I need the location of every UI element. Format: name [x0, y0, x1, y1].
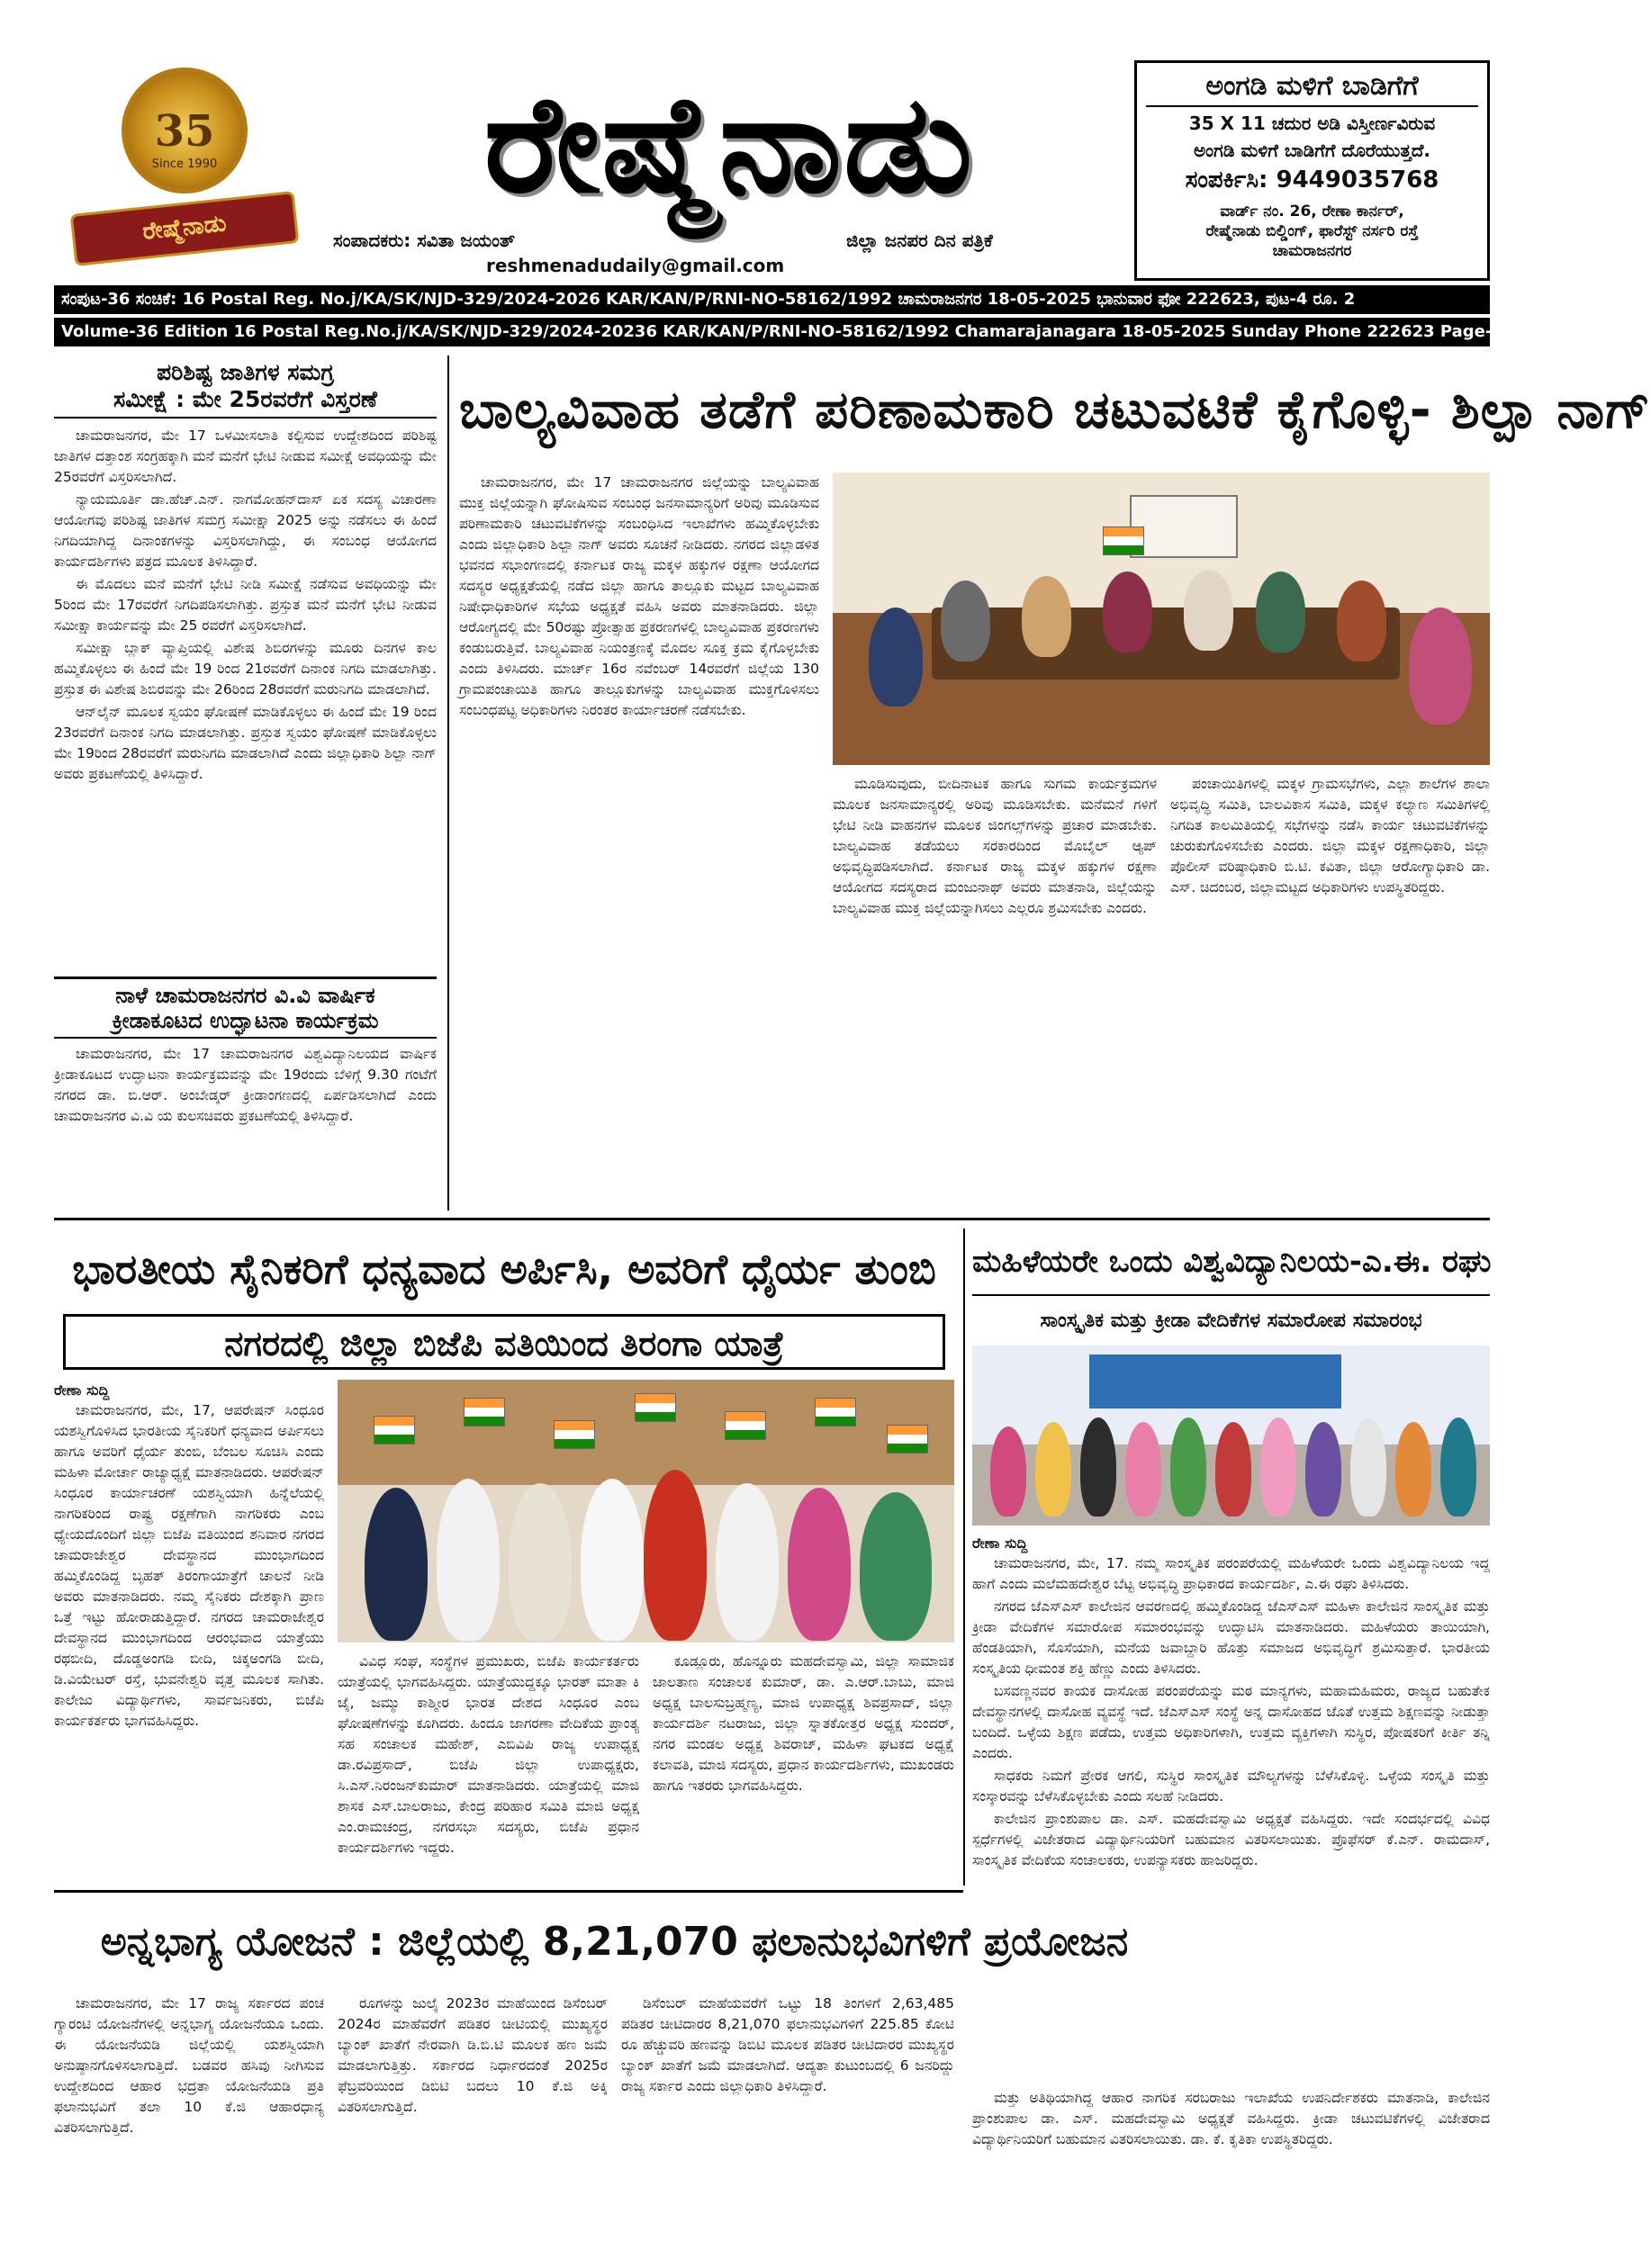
sports-meet-para-1: ಚಾಮರಾಜನಗರ, ಮೇ 17 ಚಾಮರಾಜನಗರ ವಿಶ್ವವಿದ್ಯಾನಿಲಯದ ವಾರ್ಷಿಕ ಕ್ರೀಡಾಕೂಟದ ಉದ್ಘಾಟನಾ ಕಾರ್ಯಕ್ರಮವನ್ನು ಮೇ 19ರಂದು ಬೆಳಿಗ್ಗೆ 9.30 ಗಂಟೆಗೆ ನಗರದ ಡಾ. ಬಿ.ಆರ್. ಅಂಬೇಡ್ಕರ್ ಕ್ರೀಡಾಂಗಣದಲ್ಲಿ ಏರ್ಪಡಿಸಲಾಗಿದೆ ಎಂದು ಚಾಮರಾಜನಗರ ವಿ.ವಿ ಯ ಕುಲಸಚಿವರು ಪ್ರಕಟಣೆಯಲ್ಲಿ ತಿಳಿಸಿದ್ದಾರೆ. [54, 1046, 437, 1124]
caste-survey-para-1: ಚಾಮರಾಜನಗರ, ಮೇ 17 ಒಳಮೀಸಲಾತಿ ಕಲ್ಪಿಸುವ ಉದ್ದೇಶದಿಂದ ಪರಿಶಿಷ್ಟ ಜಾತಿಗಳ ದತ್ತಾಂಶ ಸಂಗ್ರಹಕ್ಕಾಗಿ ಮನೆ ಮನೆಗೆ ಭೇಟಿ ನೀಡುವ ಸಮೀಕ್ಷೆ ಅವಧಿಯನ್ನು ಮೇ 25ರವರೆಗೆ ವಿಸ್ತರಿಸಲಾಗಿದೆ. [54, 428, 437, 485]
annabhagya-col-1-text: ಚಾಮರಾಜನಗರ, ಮೇ 17 ರಾಜ್ಯ ಸರ್ಕಾರದ ಪಂಚ ಗ್ಯಾರಂಟಿ ಯೋಜನೆಗಳಲ್ಲಿ ಅನ್ನಭಾಗ್ಯ ಯೋಜನೆಯೂ ಒಂದು. ಈ ಯೋಜನೆಯಡಿ ಜಿಲ್ಲೆಯಲ್ಲಿ ಯಶಸ್ವಿಯಾಗಿ ಅನುಷ್ಠಾನಗೊಳಿಸಲಾಗುತ್ತಿದೆ. ಬಡವರ ಹಸಿವು ನೀಗಿಸುವ ಉದ್ದೇಶದಿಂದ ಆಹಾರ ಭದ್ರತಾ ಯೋಜನೆಯಡಿ ಪ್ರತಿ ಫಲಾನುಭವಿಗೆ ತಲಾ 10 ಕೆ.ಜಿ ಆಹಾರಧಾನ್ಯ ವಿತರಿಸಲಾಗುತ್ತಿದೆ. [54, 1995, 324, 2136]
column-divider-right [963, 1228, 965, 1886]
shop-rent-ad [1134, 60, 1490, 281]
anniversary-logo [54, 50, 315, 279]
tiranga-story-headline: ಭಾರತೀಯ ಸೈನಿಕರಿಗೆ ಧನ್ಯವಾದ ಅರ್ಪಿಸಿ, ಅವರಿಗೆ ಧೈರ್ಯ ತುಂಬಿ [72, 1245, 936, 1293]
university-para-3: ಬಸವಣ್ಣನವರ ಕಾಯಕ ದಾಸೋಹ ಪರಂಪರೆಯನ್ನು ಮಠ ಮಾನ್ಯಗಳು, ಮಹಾಮಹಿಮರು, ರಾಜ್ಯದ ಬಹುತೇಕ ದೇವಸ್ಥಾನಗಳಲ್ಲಿ ದಾಸೋಹ ವ್ಯವಸ್ಥೆ ಇದೆ. ಜೆಎಸ್‌ಎಸ್ ಸಂಸ್ಥೆ ಅನ್ನ ದಾಸೋಹದ ಜೊತೆ ಉತ್ತಮ ಶಿಕ್ಷಣವನ್ನು ನೀಡುತ್ತಾ ಬಂದಿದೆ. ಒಳ್ಳೆಯ ಶಿಕ್ಷಣ ಪಡೆದು, ಉತ್ತಮ ಅಧಿಕಾರಿಗಳಾಗಿ, ಉತ್ತಮ ವ್ಯಕ್ತಿಗಳಾಗಿ ಸುಸ್ಥಿರ, ಪೋಷಕರಿಗೆ ಕೀರ್ತಿ ತನ್ನಿ ಎಂದರು. [972, 1683, 1490, 1761]
annabhagya-col-1 [54, 1994, 324, 2236]
tiranga-story-col-3-text: ಕೂಡ್ಲೂರು, ಹೊನ್ನೂರು ಮಹದೇವಸ್ವಾಮಿ, ಜಿಲ್ಲಾ ಸಾಮಾಜಿಕ ಜಾಲತಾಣ ಸಂಚಾಲಕ ಕುಮಾರ್, ಡಾ. ಎ.ಆರ್.ಬಾಬು, ಮಾಜಿ ಅಧ್ಯಕ್ಷ ಬಾಲಸುಬ್ರಹ್ಮಣ್ಯ, ಮಾಜಿ ಉಪಾಧ್ಯಕ್ಷ ಶಿವಪ್ರಸಾದ್, ಜಿಲ್ಲಾ ಕಾರ್ಯದರ್ಶಿ ನಟರಾಜು, ಜಿಲ್ಲಾ ಸ್ನಾತಕೋತ್ತರ ಅಧ್ಯಕ್ಷ ಸುಂದರ್, ನಗರ ಮಂಡಲ ಅಧ್ಯಕ್ಷ ಶಿವರಾಜ್, ಮಹಿಳಾ ಘಟಕದ ಅಧ್ಯಕ್ಷೆ ಕಲಾವತಿ, ಮಾಜಿ ಸದಸ್ಯರು, ಪ್ರಧಾನ ಕಾರ್ಯದರ್ಶಿಗಳು, ಮುಖಂಡರು ಹಾಗೂ ಇತರರು ಭಾಗವಹಿಸಿದ್ದರು. [653, 1653, 954, 1794]
college-event-photo [972, 1346, 1490, 1526]
caste-survey-para-4: ಸಮೀಕ್ಷಾ ಬ್ಲಾಕ್ ವ್ಯಾಪ್ತಿಯಲ್ಲಿ ವಿಶೇಷ ಶಿಬಿರಗಳನ್ನು ಮೂರು ದಿನಗಳ ಕಾಲ ಹಮ್ಮಿಕೊಳ್ಳಲು ಈ ಹಿಂದೆ ಮೇ 19 ರಿಂದ 21ರವರೆಗೆ ದಿನಾಂಕ ನಿಗದಿ ಮಾಡಲಾಗಿತ್ತು. ಪ್ರಸ್ತುತ ಈ ವಿಶೇಷ ಶಿಬಿರವನ್ನು ಮೇ 26ರಿಂದ 28ರವರೆಗೆ ಮರುನಿಗದಿ ಮಾಡಲಾಗಿದೆ. [54, 640, 437, 698]
lead-story-col-2-text: ಮೂಡಿಸುವುದು, ಬೀದಿನಾಟಕ ಹಾಗೂ ಸುಗಮ ಕಾರ್ಯಕ್ರಮಗಳ ಮೂಲಕ ಜನಸಾಮಾನ್ಯರಲ್ಲಿ ಅರಿವು ಮೂಡಿಸಬೇಕು. ಮನೆಮನೆ ಗಳಿಗೆ ಭೇಟಿ ನೀಡಿ ವಾಹನಗಳ ಮೂಲಕ ಜಿಂಗಲ್ಸ್‌ಗಳನ್ನು ಪ್ರಚಾರ ಮಾಡಬೇಕು. ಬಾಲ್ಯವಿವಾಹ ತಡೆಯಲು ಸರಕಾರದಿಂದ ಮೊಬೈಲ್ ಆ್ಯಪ್ ಅಭಿವೃದ್ಧಿಪಡಿಸಲಾಗಿದೆ. ಕರ್ನಾಟಕ ರಾಜ್ಯ ಮಕ್ಕಳ ಹಕ್ಕುಗಳ ರಕ್ಷಣಾ ಆಯೋಗದ ಸದಸ್ಯರಾದ ಮಂಜುನಾಥ್ ಅವರು ಮಾತನಾಡಿ, ಜಿಲ್ಲೆಯನ್ನು ಬಾಲ್ಯವಿವಾಹ ಮುಕ್ತ ಜಿಲ್ಲೆಯನ್ನಾಗಿಸಲು ಎಲ್ಲರೂ ಶ್ರಮಿಸಬೇಕು ಎಂದರು. [833, 776, 1157, 916]
ad-line-available: ಅಂಗಡಿ ಮಳಿಗೆ ಬಾಡಿಗೆಗೆ ದೊರೆಯುತ್ತದೆ. [1193, 140, 1431, 161]
caste-survey-para-5: ಆನ್‌ಲೈನ್ ಮೂಲಕ ಸ್ವಯಂ ಘೋಷಣೆ ಮಾಡಿಕೊಳ್ಳಲು ಈ ಹಿಂದೆ ಮೇ 19 ರಿಂದ 23ರವರೆಗೆ ದಿನಾಂಕ ನಿಗದಿ ಮಾಡಲಾಗಿತ್ತು. ಪ್ರಸ್ತುತ ಸ್ವಯಂ ಘೋಷಣೆ ಮಾಡಿಕೊಳ್ಳಲು ಮೇ 19ರಿಂದ 28ರವರೆಗೆ ಮರುನಿಗದಿ ಮಾಡಲಾಗಿದೆ ಎಂದು ಜಿಲ್ಲಾಧಿಕಾರಿ ಶಿಲ್ಪಾ ನಾಗ್ ಅವರು ಪ್ರಕಟಣೆಯಲ್ಲಿ ತಿಳಿಸಿದ್ದಾರೆ. [54, 704, 437, 782]
caste-survey-headline-1: ಪರಿಶಿಷ್ಟ ಜಾತಿಗಳ ಸಮಗ್ರ [157, 359, 334, 385]
tiranga-story-subhead: ನಗರದಲ್ಲಿ ಜಿಲ್ಲಾ ಬಿಜೆಪಿ ವತಿಯಿಂದ ತಿರಂಗಾ ಯಾತ್ರೆ [63, 1314, 945, 1370]
masthead [54, 50, 1490, 279]
email-address: reshmenadudaily@gmail.com [486, 255, 785, 276]
annabhagya-col-4-text: ಮತ್ತು ಅತಿಥಿಯಾಗಿದ್ದ ಆಹಾರ ನಾಗರಿಕ ಸರಬರಾಜು ಇಲಾಖೆಯ ಉಪನಿರ್ದೇಶಕರು ಮಾತನಾಡಿ, ಕಾಲೇಜಿನ ಪ್ರಾಂಶುಪಾಲ ಡಾ. ಎಸ್. ಮಹದೇವಸ್ವಾಮಿ ಅಧ್ಯಕ್ಷತೆ ವಹಿಸಿದ್ದರು. ಕ್ರೀಡಾ ಚಟುವಟಿಕೆಗಳಲ್ಲಿ ವಿಜೇತರಾದ ವಿದ್ಯಾರ್ಥಿನಿಯರಿಗೆ ಬಹುಮಾನ ವಿತರಿಸಲಾಯಿತು. ಡಾ. ಕೆ. ಕೃತಿಕಾ ಉಪಸ್ಥಿತರಿದ್ದರು. [972, 2090, 1490, 2147]
section-divider-2 [54, 1890, 963, 1893]
sports-meet-headline-2: ಕ್ರೀಡಾಕೂಟದ ಉದ್ಘಾಟನಾ ಕಾರ್ಯಕ್ರಮ [112, 1008, 379, 1033]
meeting-photo [833, 472, 1490, 765]
tagline: ಜಿಲ್ಲಾ ಜನಪರ ದಿನ ಪತ್ರಿಕೆ [846, 230, 993, 251]
annabhagya-col-2 [338, 1994, 608, 2236]
university-para-5: ಕಾಲೇಜಿನ ಪ್ರಾಂಶುಪಾಲ ಡಾ. ಎಸ್. ಮಹದೇವಸ್ವಾಮಿ ಅಧ್ಯಕ್ಷತೆ ವಹಿಸಿದ್ದರು. ಇದೇ ಸಂದರ್ಭದಲ್ಲಿ ವಿವಿಧ ಸ್ಪರ್ಧೆಗಳಲ್ಲಿ ವಿಜೇತರಾದ ವಿದ್ಯಾರ್ಥಿನಿಯರಿಗೆ ಬಹುಮಾನ ವಿತರಿಸಲಾಯಿತು. ಪ್ರೊಫೆಸರ್ ಕೆ.ಎನ್. ರಾಮದಾಸ್, ಸಾಂಸ್ಕೃತಿಕ ವೇದಿಕೆಯ ಸಂಚಾಲಕರು, ಉಪನ್ಯಾಸಕರು ಹಾಜರಿದ್ದರು. [972, 1811, 1490, 1868]
annabhagya-col-4 [972, 2088, 1490, 2236]
university-story-subhead: ಸಾಂಸ್ಕೃತಿಕ ಮತ್ತು ಕ್ರೀಡಾ ವೇದಿಕೆಗಳ ಸಮಾರೋಪ ಸಮಾರಂಭ [1040, 1310, 1422, 1332]
ad-address-1: ವಾರ್ಡ್ ನಂ. 26, ರೇಣಾ ಕಾರ್ನರ್, [1220, 202, 1404, 220]
ad-phone: ಸಂಪರ್ಕಿಸಿ: 9449035768 [1185, 166, 1439, 194]
caste-survey-para-2: ನ್ಯಾಯಮೂರ್ತಿ ಡಾ.ಹೆಚ್.ಎನ್. ನಾಗಮೋಹನ್‌ದಾಸ್ ಏಕ ಸದಸ್ಯ ವಿಚಾರಣಾ ಆಯೋಗವು ಪರಿಶಿಷ್ಟ ಜಾತಿಗಳ ಸಮಗ್ರ ಸಮೀಕ್ಷಾ 2025 ಅನ್ನು ನಡೆಸಲು ಈ ಹಿಂದೆ ನಿಗದಿಯಾಗಿದ್ದ ದಿನಾಂಕಗಳನ್ನು ವಿಸ್ತರಿಸಲಾಗಿದ್ದು, ಈ ಸಂಬಂಧ ಆಯೋಗದ ಕಾರ್ಯದರ್ಶಿಗಳು ಪತ್ರದ ಮೂಲಕ ತಿಳಿಸಿದ್ದಾರೆ. [54, 491, 437, 570]
logo-ribbon-text: ರೇಷ್ಮೆನಾಡು [141, 210, 228, 246]
ad-address-3: ಚಾಮರಾಜನಗರ [1272, 242, 1352, 260]
caste-survey-headline-2: ಸಮೀಕ್ಷೆ : ಮೇ 25ರವರೆಗೆ ವಿಸ್ತರಣೆ [113, 386, 378, 412]
university-para-1: ಚಾಮರಾಜನಗರ, ಮೇ, 17. ನಮ್ಮ ಸಾಂಸ್ಕೃತಿಕ ಪರಂಪರೆಯಲ್ಲಿ ಮಹಿಳೆಯರೇ ಒಂದು ವಿಶ್ವವಿದ್ಯಾನಿಲಯ ಇದ್ದ ಹಾಗೆ ಎಂದು ಮಲೆಮಹದೇಶ್ವರ ಬೆಟ್ಟ ಅಭಿವೃದ್ಧಿ ಪ್ರಾಧಿಕಾರದ ಕಾರ್ಯದರ್ಶಿ, ಎ.ಈ ರಘು ತಿಳಿಸಿದರು. [972, 1555, 1490, 1592]
caste-survey-para-3: ಈ ಮೊದಲು ಮನೆ ಮನೆಗೆ ಭೇಟಿ ನೀಡಿ ಸಮೀಕ್ಷೆ ನಡೆಸುವ ಅವಧಿಯನ್ನು ಮೇ 5ರಿಂದ ಮೇ 17ರವರೆಗೆ ನಿಗದಿಪಡಿಸಲಾಗಿತ್ತು. ಪ್ರಸ್ತುತ ಮನೆ ಮನೆಗೆ ಭೇಟಿ ನೀಡುವ ಸಮೀಕ್ಷಾ ಕಾರ್ಯವನ್ನು ಮೇ 25 ರವರೆಗೆ ವಿಸ್ತರಿಸಲಾಗಿದೆ. [54, 576, 437, 634]
ad-address-2: ರೇಷ್ಮೆನಾಡು ಬಿಲ್ಡಿಂಗ್, ಫಾರೆಸ್ಟ್ ನರ್ಸರಿ ರಸ್ತೆ [1205, 222, 1419, 240]
ad-line-size: 35 X 11 ಚದುರ ಅಡಿ ವಿಸ್ತೀರ್ಣವಿರುವ [1188, 112, 1436, 134]
lead-story-col-2 [833, 774, 1157, 1210]
tiranga-story-col-1-text: ಚಾಮರಾಜನಗರ, ಮೇ, 17, ಆಪರೇಷನ್ ಸಿಂಧೂರ ಯಶಸ್ವಿಗೊಳಿಸಿದ ಭಾರತೀಯ ಸೈನಿಕರಿಗೆ ಧನ್ಯವಾದ ಅರ್ಪಿಸಲು ಹಾಗೂ ಅವರಿಗೆ ಧೈರ್ಯ ತುಂಬಿ, ಬೆಂಬಲ ಸೂಚಿಸಿ ಎಂದು ಮಹಿಳಾ ಮೋರ್ಚಾ ರಾಜ್ಯಾಧ್ಯಕ್ಷೆ ಮಾತನಾಡಿದರು. ಆಪರೇಷನ್ ಸಿಂಧೂರ ಕಾರ್ಯಾಚರಣೆ ಯಶಸ್ವಿಯಾಗಿ ಹಿನ್ನೆಲೆಯಲ್ಲಿ ನಾಗರಿಕರಿಂದ ರಾಷ್ಟ್ರ ರಕ್ಷಣೆಗಾಗಿ ನಾಗರಿಕರು ಎಂಬ ಧ್ಯೇಯದೊಂದಿಗೆ ಜಿಲ್ಲಾ ಬಿಜೆಪಿ ವತಿಯಿಂದ ಶನಿವಾರ ನಗರದ ಚಾಮರಾಜೇಶ್ವರ ದೇವಸ್ಥಾನದ ಮುಂಭಾಗದಿಂದ ಹಮ್ಮಿಕೊಂಡಿದ್ದ ಬೃಹತ್ ತಿರಂಗಾಯಾತ್ರೆಗೆ ಚಾಲನೆ ನೀಡಿ ಅವರು ಮಾತನಾಡಿದರು. ನಮ್ಮ ಸೈನಿಕರು ದೇಶಕ್ಕಾಗಿ ಪ್ರಾಣ ಒತ್ತೆ ಇಟ್ಟು ಹೋರಾಡುತ್ತಿದ್ದಾರೆ. ನಗರದ ಚಾಮರಾಜೇಶ್ವರ ದೇವಸ್ಥಾನದ ಮುಂಭಾಗದಿಂದ ಆರಂಭವಾದ ಯಾತ್ರೆಯು ರಥಬೀದಿ, ದೊಡ್ಡಅಂಗಡಿ ಬೀದಿ, ಚಿಕ್ಕಅಂಗಡಿ ಬೀದಿ, ಡಿ.ವಿಯೇಟರ್ ರಸ್ತೆ, ಭುವನೇಶ್ವರಿ ವೃತ್ತ ಮೂಲಕ ಸಾಗಿತು. ಕಾಲೇಜು ವಿದ್ಯಾರ್ಥಿಗಳು, ಸಾರ್ವಜನಿಕರು, ಬಿಜೆಪಿ ಕಾರ್ಯಕರ್ತರು ಭಾಗವಹಿಸಿದ್ದರು. [54, 1402, 324, 1729]
lead-story-col-3 [1170, 774, 1490, 1210]
column-divider-left [447, 356, 449, 1210]
annabhagya-headline: ಅನ್ನಭಾಗ್ಯ ಯೋಜನೆ : ಜಿಲ್ಲೆಯಲ್ಲಿ 8,21,070 ಫಲಾನುಭವಿಗಳಿಗೆ ಪ್ರಯೋಜನ [100, 1919, 1129, 1965]
lead-story-col-1 [459, 472, 819, 1210]
logo-year: Since 1990 [151, 158, 218, 171]
sports-meet-story [54, 976, 437, 1206]
tiranga-byline: ರೇಣಾ ಸುದ್ದಿ [54, 1382, 110, 1399]
lead-story-headline: ಬಾಲ್ಯವಿವಾಹ ತಡೆಗೆ ಪರಿಣಾಮಕಾರಿ ಚಟುವಟಿಕೆ ಕೈಗೊಳ್ಳಿ- ಶಿಲ್ಪಾ ನಾಗ್ [459, 379, 1651, 440]
info-bar-english: Volume-36 Edition 16 Postal Reg.No.j/KA/SK/NJD-329/2024-20236 KAR/KAN/P/RNI-NO-58162/1992 Chamarajanagara 18-05-2025 Sunday Phone 222623 Page-4 Rs.2 [54, 318, 1490, 346]
editor-line: ಸಂಪಾದಕರು: ಸವಿತಾ ಜಯಂತ್ [333, 230, 516, 251]
logo-number: 35 [154, 106, 215, 157]
annabhagya-col-2-text: ರೂಗಳನ್ನು ಜುಲೈ 2023ರ ಮಾಹೆಯಿಂದ ಡಿಸೆಂಬರ್ 2024ರ ಮಾಹೆವರೆಗೆ ಪಡಿತರ ಚೀಟಿಯಲ್ಲಿ ಮುಖ್ಯಸ್ಥರ ಬ್ಯಾಂಕ್ ಖಾತೆಗೆ ನೇರವಾಗಿ ಡಿ.ಬಿ.ಟಿ ಮೂಲಕ ಹಣ ಜಮೆ ಮಾಡಲಾಗುತ್ತಿತ್ತು. ಸರ್ಕಾರದ ನಿರ್ಧಾರದಂತೆ 2025ರ ಫೆಬ್ರವರಿಯಿಂದ ಡಿಬಿಟಿ ಬದಲು 10 ಕೆ.ಜಿ ಅಕ್ಕಿ ವಿತರಿಸಲಾಗುತ್ತಿದೆ. [338, 1995, 608, 2115]
tiranga-story-col-3 [653, 1652, 954, 1884]
newspaper-page [54, 50, 1651, 2236]
annabhagya-col-3-text: ಡಿಸೆಂಬರ್ ಮಾಹೆಯವರೆಗೆ ಒಟ್ಟು 18 ತಿಂಗಳಿಗೆ 2,63,485 ಪಡಿತರ ಚೀಟಿದಾರರ 8,21,070 ಫಲಾನುಭವಿಗಳಿಗೆ 225.85 ಕೋಟಿ ರೂ ಹೆಚ್ಚುವರಿ ಹಣವನ್ನು ಡಿಬಿಟಿ ಮೂಲಕ ಪಡಿತರ ಚೀಟಿದಾರರ ಮುಖ್ಯಸ್ಥರ ಬ್ಯಾಂಕ್ ಖಾತೆಗೆ ಜಮೆ ಮಾಡಲಾಗಿದೆ. ಆದ್ಯತಾ ಕುಟುಂಬದಲ್ಲಿ 6 ಜನರಿದ್ದು ರಾಜ್ಯ ಸರ್ಕಾರ ಎಂದು ಜಿಲ್ಲಾಧಿಕಾರಿ ತಿಳಿಸಿದ್ದಾರೆ. [621, 1995, 954, 2094]
tiranga-story-col-2 [338, 1652, 639, 1884]
university-para-4: ಸಾಧಕರು ನಿಮಗೆ ಪ್ರೇರಕ ಆಗಲಿ, ಸುಸ್ಥಿರ ಸಾಂಸ್ಕೃತಿಕ ಮೌಲ್ಯಗಳನ್ನು ಬೆಳೆಸಿಕೊಳ್ಳಿ. ಒಳ್ಳೆಯ ಸಂಸ್ಕೃತಿ ಮತ್ತು ಸಂಸ್ಕಾರವನ್ನು ಬೆಳೆಸಿಕೊಳ್ಳಬೇಕು ಎಂದು ಸಲಹೆ ನೀಡಿದರು. [972, 1768, 1490, 1804]
section-divider-1 [54, 1218, 1490, 1220]
info-bar-kannada: ಸಂಪುಟ-36 ಸಂಚಿಕೆ: 16 Postal Reg. No.j/KA/SK/NJD-329/2024-2026 KAR/KAN/P/RNI-NO-58162/1992 ಚಾಮರಾಜನಗರ 18-05-2025 ಭಾನುವಾರ ಫೋ 222623, ಪುಟ-4 ರೂ. 2 [54, 285, 1490, 314]
tiranga-yatra-photo [338, 1380, 954, 1642]
tiranga-story-col-2-text: ವಿವಿಧ ಸಂಘ, ಸಂಸ್ಥೆಗಳ ಪ್ರಮುಖರು, ಬಿಜೆಪಿ ಕಾರ್ಯಕರ್ತರು ಯಾತ್ರೆಯಲ್ಲಿ ಭಾಗವಹಿಸಿದ್ದರು. ಯಾತ್ರೆಯುದ್ದಕ್ಕೂ ಭಾರತ್ ಮಾತಾ ಕಿ ಜೈ, ಜಮ್ಮು ಕಾಶ್ಮೀರ ಭಾರತ ದೇಶದ ಸಿಂಧೂರ ಎಂಬ ಘೋಷಣೆಗಳನ್ನು ಕೂಗಿದರು. ಹಿಂದೂ ಜಾಗರಣಾ ವೇದಿಕೆಯ ಪ್ರಾಂತ್ಯ ಸಹ ಸಂಚಾಲಕ ಮಹೇಶ್, ಎಬಿವಿಪಿ ರಾಜ್ಯ ಉಪಾಧ್ಯಕ್ಷ ಡಾ.ರವಿಪ್ರಸಾದ್, ಬಿಜೆಪಿ ಜಿಲ್ಲಾ ಉಪಾಧ್ಯಕ್ಷರು, ಸಿ.ಎಸ್.ನಿರಂಜನ್‌ಕುಮಾರ್ ಮಾತನಾಡಿದರು. ಯಾತ್ರೆಯಲ್ಲಿ ಮಾಜಿ ಶಾಸಕ ಎಸ್.ಬಾಲರಾಜು, ಕೇಂದ್ರ ಪರಿಹಾರ ಸಮಿತಿ ಮಾಜಿ ಅಧ್ಯಕ್ಷ ಎಂ.ರಾಮಚಂದ್ರ, ನಗರಸಭಾ ಸದಸ್ಯರು, ಬಿಜೆಪಿ ಪ್ರಧಾನ ಕಾರ್ಯದರ್ಶಿಗಳು ಇದ್ದರು. [338, 1653, 639, 1856]
university-byline: ರೇಣಾ ಸುದ್ದಿ [972, 1534, 1028, 1552]
annabhagya-col-3 [621, 1994, 954, 2236]
university-para-2: ನಗರದ ಜೆಎಸ್‌ಎಸ್ ಕಾಲೇಜಿನ ಆವರಣದಲ್ಲಿ ಹಮ್ಮಿಕೊಂಡಿದ್ದ ಜೆಎಸ್‌ಎಸ್ ಮಹಿಳಾ ಕಾಲೇಜಿನ ಸಾಂಸ್ಕೃತಿಕ ಮತ್ತು ಕ್ರೀಡಾ ವೇದಿಕೆಗಳ ಸಮಾರೋಪ ಸಮಾರಂಭವನ್ನು ಉದ್ಘಾಟಿಸಿ ಮಾತನಾಡಿದರು. ಮಹಿಳೆಯರು ತಾಯಿಯಾಗಿ, ಹೆಂಡತಿಯಾಗಿ, ಸೊಸೆಯಾಗಿ, ಮನೆಯ ಜವಾಬ್ದಾರಿ ಹೊತ್ತು ಸಮಾಜದ ಅಭಿವೃದ್ಧಿಗೆ ಶ್ರಮಿಸುತ್ತಾರೆ. ಭಾರತೀಯ ಸಂಸ್ಕೃತಿಯ ಧೀಮಂತ ಶಕ್ತಿ ಹೆಣ್ಣು ಎಂದು ತಿಳಿಸಿದರು. [972, 1598, 1490, 1677]
lead-story-col-1-text: ಚಾಮರಾಜನಗರ, ಮೇ 17 ಚಾಮರಾಜನಗರ ಜಿಲ್ಲೆಯನ್ನು ಬಾಲ್ಯವಿವಾಹ ಮುಕ್ತ ಜಿಲ್ಲೆಯನ್ನಾಗಿ ಘೋಷಿಸುವ ಸಂಬಂಧ ಜನಸಾಮಾನ್ಯರಿಗೆ ಅರಿವು ಮೂಡಿಸುವ ಪರಿಣಾಮಕಾರಿ ಚಟುವಟಿಕೆಗಳನ್ನು ಸಂಬಂಧಿಸಿದ ಇಲಾಖೆಗಳು ಹಮ್ಮಿಕೊಳ್ಳಬೇಕು ಎಂದು ಜಿಲ್ಲಾಧಿಕಾರಿ ಶಿಲ್ಪಾ ನಾಗ್ ಅವರು ಸೂಚನೆ ನೀಡಿದರು. ನಗರದ ಜಿಲ್ಲಾಡಳಿತ ಭವನದ ಸಭಾಂಗಣದಲ್ಲಿ ಕರ್ನಾಟಕ ರಾಜ್ಯ ಮಕ್ಕಳ ಹಕ್ಕುಗಳ ರಕ್ಷಣಾ ಆಯೋಗದ ಸದಸ್ಯರ ಅಧ್ಯಕ್ಷತೆಯಲ್ಲಿ ನಡೆದ ಜಿಲ್ಲಾ ಹಾಗೂ ತಾಲ್ಲೂಕು ಮಟ್ಟದ ಬಾಲ್ಯವಿವಾಹ ನಿಷೇಧಾಧಿಕಾರಿಗಳ ಸಭೆಯ ಅಧ್ಯಕ್ಷತೆ ವಹಿಸಿ ಅವರು ಮಾತನಾಡಿದರು. ಜಿಲ್ಲಾ ಆರೋಗ್ಯದಲ್ಲಿ ಮೇ 50ರಷ್ಟು ಪ್ರೋತ್ಸಾಹ ಪ್ರಕರಣಗಳಲ್ಲಿ ಬಾಲ್ಯವಿವಾಹ ಪ್ರಕರಣಗಳು ಕಂಡುಬರುತ್ತಿವೆ. ಬಾಲ್ಯವಿವಾಹ ನಿಯಂತ್ರಣಕ್ಕೆ ಮೊದಲ ಸೂಕ್ತ ಕ್ರಮ ಕೈಗೊಳ್ಳಬೇಕು ಎಂದು ತಿಳಿಸಿದರು. ಮಾರ್ಚ್ 16ರ ನವೆಂಬರ್ 14ರವರೆಗೆ ಜಿಲ್ಲೆಯ 130 ಗ್ರಾಮಪಂಚಾಯಿತಿ ಹಾಗೂ ತಾಲ್ಲೂಕುಗಳನ್ನು ಬಾಲ್ಯವಿವಾಹ ಮುಕ್ತಗೊಳಿಸಲು ಸಂಬಂಧಪಟ್ಟ ಅಧಿಕಾರಿಗಳು ನಿರಂತರ ಕಾರ್ಯಾಚರಣೆ ನಡೆಸಬೇಕು. [459, 474, 819, 718]
university-story-headline: ಮಹಿಳೆಯರೇ ಒಂದು ವಿಶ್ವವಿದ್ಯಾನಿಲಯ-ಎ.ಈ. ರಘು [972, 1228, 1490, 1296]
university-story-body [972, 1533, 1490, 2082]
ad-title: ಅಂಗಡಿ ಮಳಿಗೆ ಬಾಡಿಗೆಗೆ [1146, 70, 1478, 107]
sports-meet-headline-1: ನಾಳೆ ಚಾಮರಾಜನಗರ ವಿ.ವಿ ವಾರ್ಷಿಕ [115, 983, 375, 1008]
tiranga-story-col-1 [54, 1380, 324, 1884]
caste-survey-story [54, 356, 437, 963]
newspaper-title: ರೇಷ್ಮೆನಾಡು [483, 65, 975, 223]
lead-story-col-3-text: ಪಂಚಾಯಿತಿಗಳಲ್ಲಿ ಮಕ್ಕಳ ಗ್ರಾಮಸಭೆಗಳು, ಎಲ್ಲಾ ಶಾಲೆಗಳ ಶಾಲಾ ಅಭಿವೃದ್ಧಿ ಸಮಿತಿ, ಬಾಲವಿಕಾಸ ಸಮಿತಿ, ಮಕ್ಕಳ ಕಲ್ಯಾಣ ಸಮಿತಿಗಳಲ್ಲಿ ನಿಗದಿತ ಕಾಲಮಿತಿಯಲ್ಲಿ ಸಭೆಗಳನ್ನು ನಡೆಸಿ ಕಾರ್ಯ ಚಟುವಟಿಕೆಗಳನ್ನು ಚುರುಕುಗೊಳಿಸಬೇಕು ಎಂದರು. ಜಿಲ್ಲಾ ಮಕ್ಕಳ ರಕ್ಷಣಾಧಿಕಾರಿ, ಜಿಲ್ಲಾ ಪೊಲೀಸ್ ವರಿಷ್ಠಾಧಿಕಾರಿ ಬಿ.ಟಿ. ಕವಿತಾ, ಜಿಲ್ಲಾ ಆರೋಗ್ಯಾಧಿಕಾರಿ ಡಾ. ಎಸ್. ಚಿದಂಬರ, ಜಿಲ್ಲಾಮಟ್ಟದ ಅಧಿಕಾರಿಗಳು ಉಪಸ್ಥಿತರಿದ್ದರು. [1170, 776, 1490, 896]
laurel-badge-icon [122, 68, 248, 194]
logo-ribbon [70, 191, 300, 266]
